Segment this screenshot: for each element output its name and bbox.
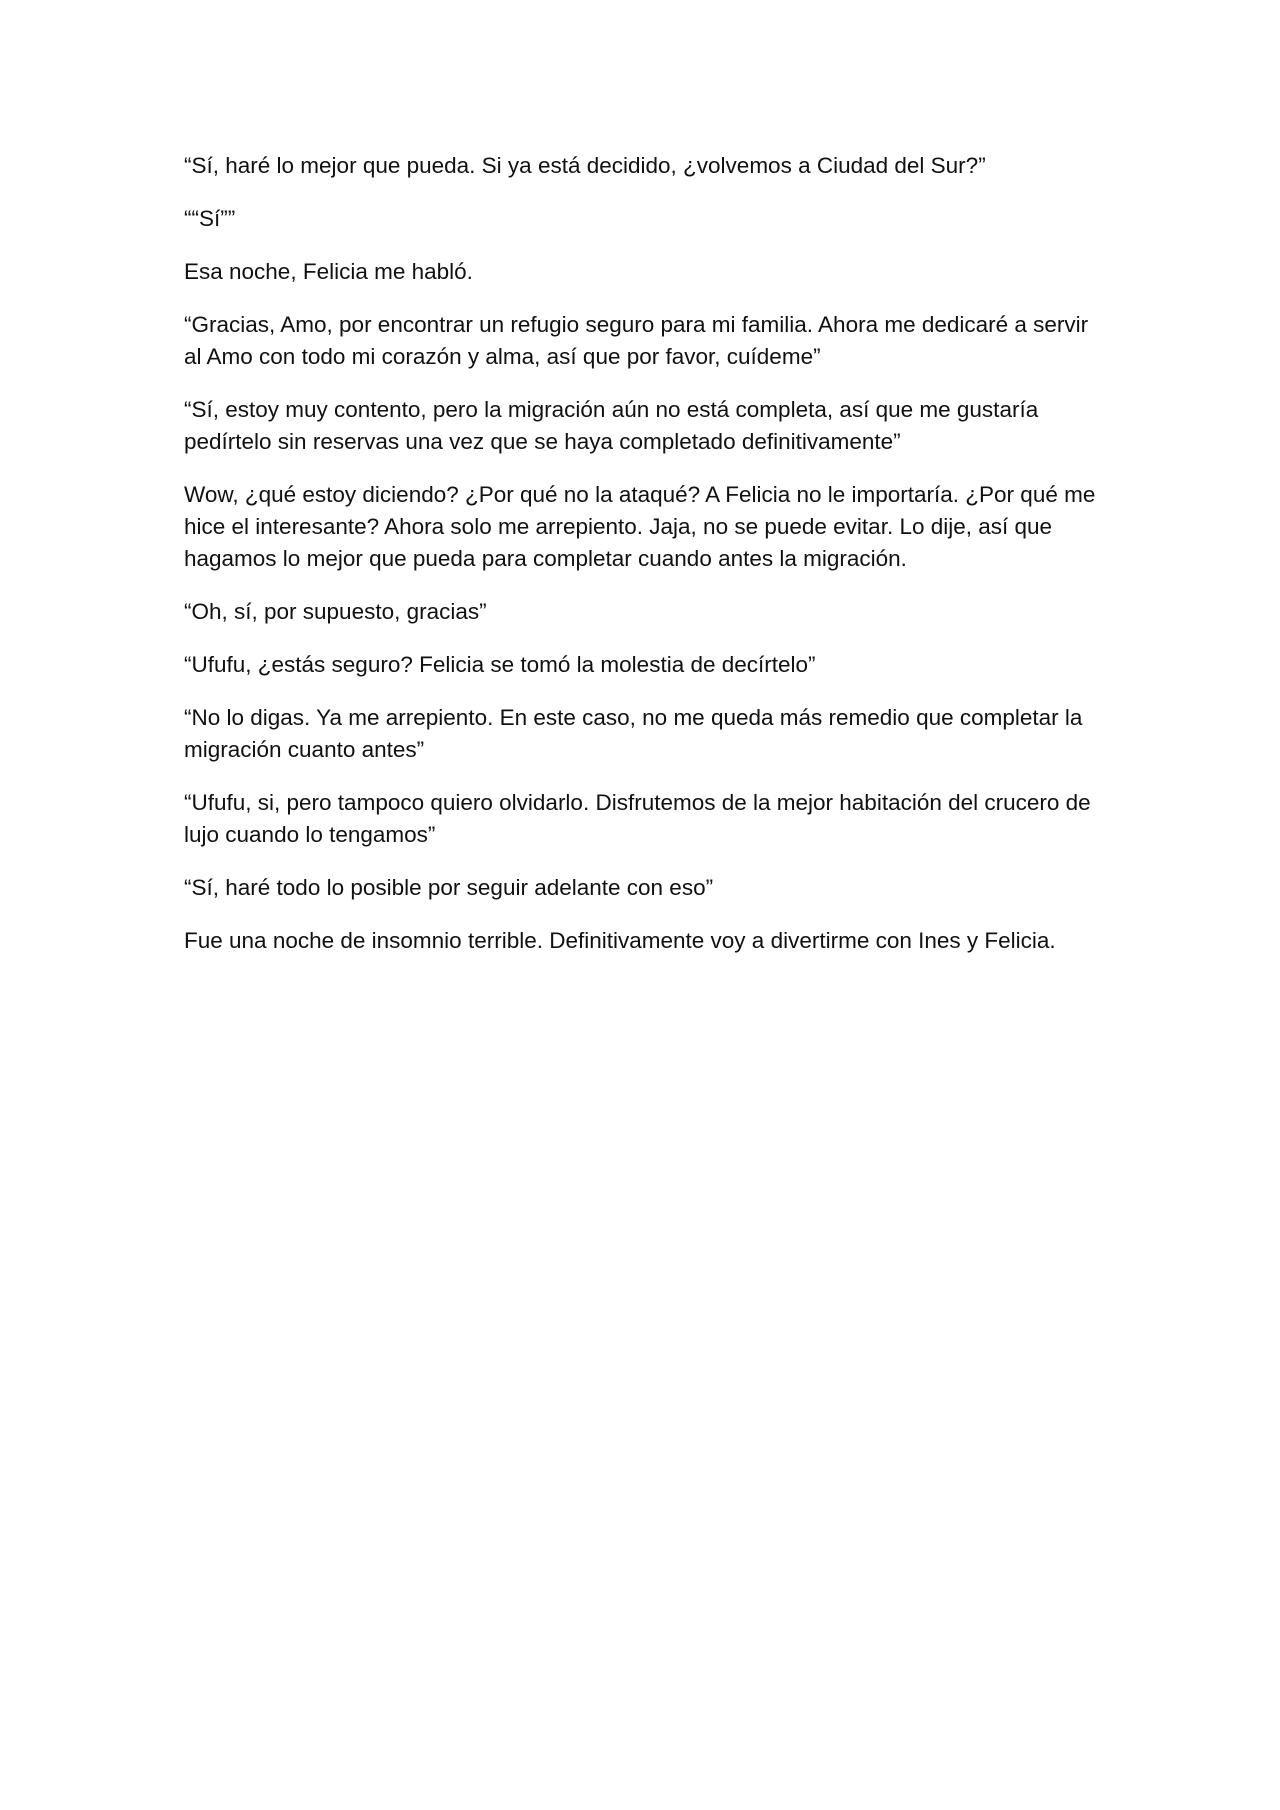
paragraph: “Ufufu, ¿estás seguro? Felicia se tomó la molestia de decírtelo” xyxy=(184,652,816,677)
paragraph: “No lo digas. Ya me arrepiento. En este caso, no me queda más remedio que completar la migración cuanto antes” xyxy=(184,705,1083,762)
paragraph: Fue una noche de insomnio terrible. Definitivamente voy a divertirme con Ines y Felicia. xyxy=(184,928,1056,953)
paragraph: “Ufufu, si, pero tampoco quiero olvidarlo. Disfrutemos de la mejor habitación del crucero de lujo cuando lo tengamos” xyxy=(184,790,1091,847)
paragraph: “Oh, sí, por supuesto, gracias” xyxy=(184,599,487,624)
paragraph: Wow, ¿qué estoy diciendo? ¿Por qué no la ataqué? A Felicia no le importaría. ¿Por qué me hice el interesante? Ahora solo me arrepiento. Jaja, no se puede evitar. Lo dije, así que hagamos lo mejor que pueda para completar cuando antes la migración. xyxy=(184,482,1096,571)
paragraph: “Sí, haré lo mejor que pueda. Si ya está decidido, ¿volvemos a Ciudad del Sur?” xyxy=(184,153,986,178)
paragraph: ““Sí”” xyxy=(184,206,236,231)
text-body xyxy=(184,150,1104,978)
paragraph: “Sí, estoy muy contento, pero la migración aún no está completa, así que me gustaría pedírtelo sin reservas una vez que se haya completado definitivamente” xyxy=(184,397,1039,454)
paragraph: “Sí, haré todo lo posible por seguir adelante con eso” xyxy=(184,875,714,900)
paragraph: “Gracias, Amo, por encontrar un refugio seguro para mi familia. Ahora me dedicaré a servir al Amo con todo mi corazón y alma, así que por favor, cuídeme” xyxy=(184,312,1089,369)
paragraph: Esa noche, Felicia me habló. xyxy=(184,259,473,284)
